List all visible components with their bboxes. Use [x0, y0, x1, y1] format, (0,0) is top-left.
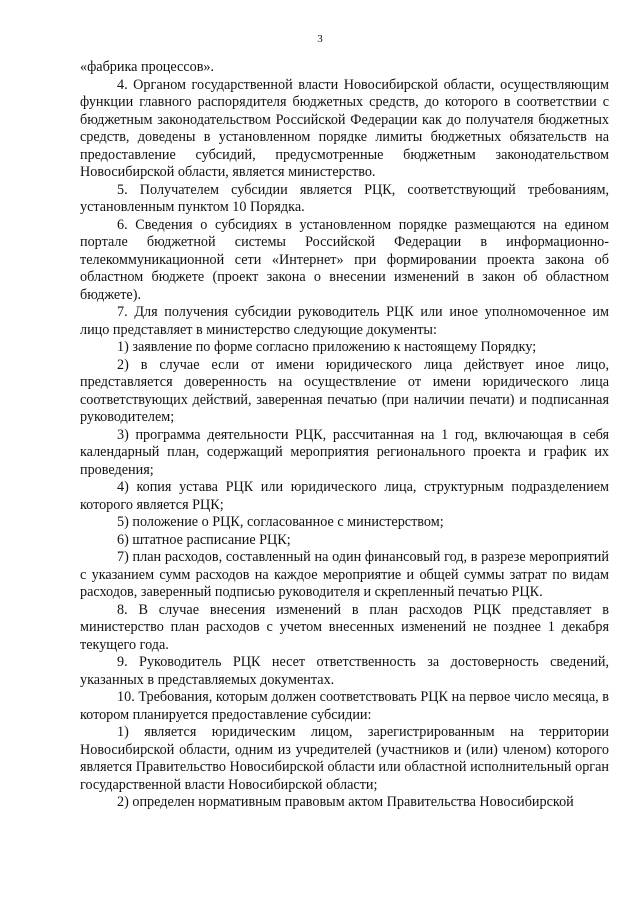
paragraph-7-item-2: 2) в случае если от имени юридического лица действует иное лицо, представляется доверенность на осуществление от имени юридического лица соответствующих действий, заверенная печатью (при наличии печати) и подписанная руководителем;	[80, 356, 609, 425]
paragraph-10-item-1: 1) является юридическим лицом, зарегистрированным на территории Новосибирской области, одним из учредителей (участников и (или) членом) которого является Правительство Новосибирской области или областной исполнительный орган государственной власти Новосибирской области;	[80, 724, 609, 793]
paragraph-7-item-7: 7) план расходов, составленный на один финансовый год, в разрезе мероприятий с указанием сумм расходов на каждое мероприятие и общей суммы затрат по видам расходов, заверенный подписью руководителя и скрепленный печатью РЦК.	[80, 549, 609, 600]
paragraph-9: 9. Руководитель РЦК несет ответственность за достоверность сведений, указанных в представляемых документах.	[80, 654, 609, 688]
paragraph-10: 10. Требования, которым должен соответствовать РЦК на первое число месяца, в котором планируется предоставление субсидии:	[80, 689, 609, 723]
page-number: 3	[317, 33, 323, 45]
document-body	[80, 59, 609, 812]
paragraph-7-item-6: 6) штатное расписание РЦК;	[117, 531, 291, 548]
paragraph-7-item-5: 5) положение о РЦК, согласованное с министерством;	[117, 514, 444, 530]
paragraph-5: 5. Получателем субсидии является РЦК, соответствующий требованиям, установленным пунктом 10 Порядка.	[80, 181, 609, 215]
paragraph-7-item-4: 4) копия устава РЦК или юридического лица, структурным подразделением которого является РЦК;	[80, 479, 609, 513]
paragraph-8: 8. В случае внесения изменений в план расходов РЦК представляет в министерство план расходов с учетом внесенных изменений не позднее 1 декабря текущего года.	[80, 601, 609, 653]
paragraph-6: 6. Сведения о субсидиях в установленном порядке размещаются на едином портале бюджетной системы Российской Федерации в информационно-телекоммуникационной сети «Интернет» при формировании проекта закона об областном бюджете (проект закона о внесении изменений в закон об областном бюджете).	[80, 216, 609, 303]
paragraph-7-item-1: 1) заявление по форме согласно приложению к настоящему Порядку;	[117, 339, 537, 355]
paragraph-continuation: «фабрика процессов».	[80, 59, 215, 75]
paragraph-7-item-3: 3) программа деятельности РЦК, рассчитанная на 1 год, включающая в себя календарный план, содержащий мероприятия регионального проекта и график их проведения;	[80, 426, 609, 478]
paragraph-4: 4. Органом государственной власти Новосибирской области, осуществляющим функции главного распорядителя бюджетных средств, до которого в соответствии с бюджетным законодательством Российской Федерации как до получателя бюджетных средств, доведены в установленном порядке лимиты бюджетных обязательств на предоставление субсидий, предусмотренные бюджетным законодательством Новосибирской области, является министерство.	[80, 76, 609, 180]
paragraph-10-item-2: 2) определен нормативным правовым актом Правительства Новосибирской	[117, 794, 574, 810]
paragraph-7: 7. Для получения субсидии руководитель РЦК или иное уполномоченное им лицо представляет в министерство следующие документы:	[80, 304, 609, 338]
